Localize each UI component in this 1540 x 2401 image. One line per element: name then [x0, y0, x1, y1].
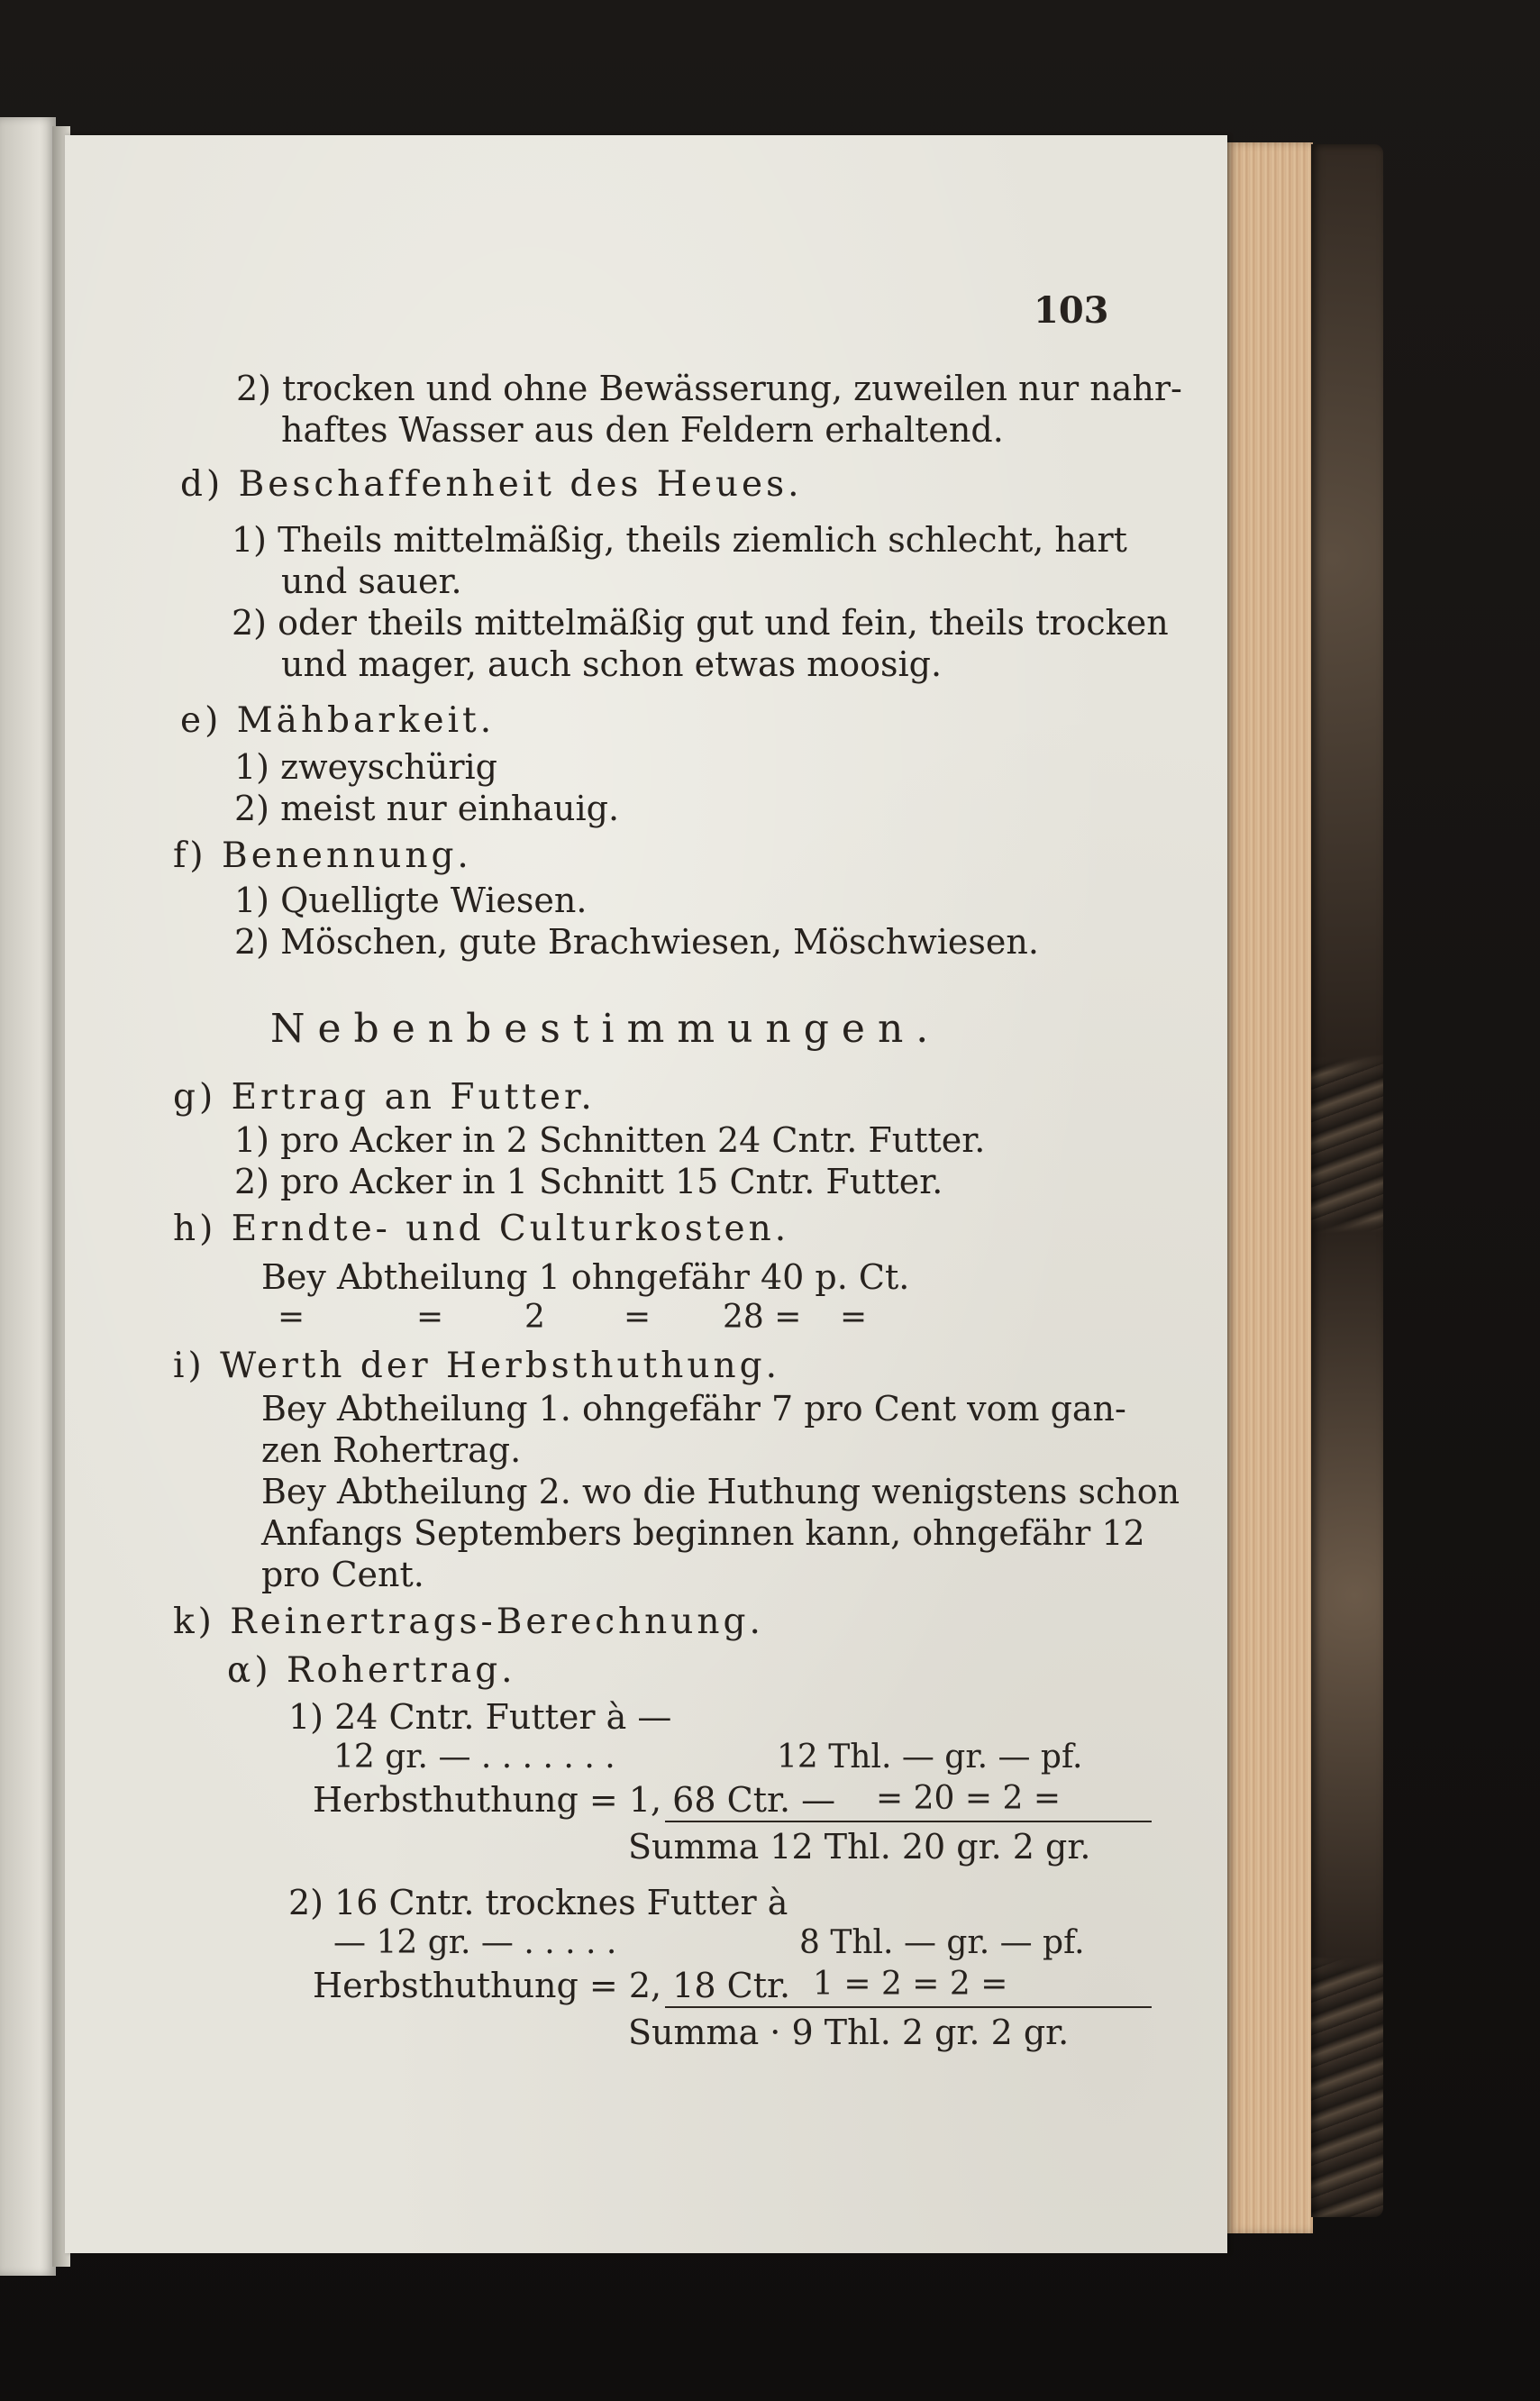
subsection-heading: α) Rohertrag. — [227, 1650, 516, 1691]
text-line: Bey Abtheilung 1. ohngefähr 7 pro Cent vom gan- — [261, 1389, 1126, 1429]
left-page-edge — [0, 117, 56, 2276]
text-line: und mager, auch schon etwas moosig. — [281, 644, 943, 684]
calc-line: Herbsthuthung = 1, 68 Ctr. — — [313, 1780, 836, 1820]
text-line: zen Rohertrag. — [261, 1430, 522, 1470]
ditto-mark: = — [416, 1299, 444, 1336]
text-line: Bey Abtheilung 2. wo die Huthung wenigstens schon — [261, 1472, 1180, 1511]
text-line: 2) pro Acker in 1 Schnitt 15 Cntr. Futter. — [234, 1162, 943, 1201]
text-line: 1) Quelligte Wiesen. — [234, 881, 588, 920]
section-heading: f) Benennung. — [173, 835, 472, 876]
sum-line: Summa 12 Thl. 20 gr. 2 gr. — [628, 1827, 1091, 1867]
text-line: 2) 16 Cntr. trocknes Futter à — [288, 1883, 788, 1922]
calc-line: — 12 gr. — . . . . . — [333, 1924, 617, 1961]
section-heading: e) Mähbarkeit. — [180, 700, 496, 741]
ditto-number: 28 = — [723, 1299, 802, 1336]
sum-rule — [665, 1821, 1152, 1822]
book-page — [65, 135, 1227, 2253]
sum-rule — [665, 2006, 1152, 2008]
calc-amount: 12 Thl. — gr. — pf. — [777, 1739, 1083, 1776]
section-heading: g) Ertrag an Futter. — [173, 1077, 596, 1118]
text-line: pro Cent. — [261, 1555, 424, 1594]
text-line: 1) 24 Cntr. Futter à — — [288, 1697, 672, 1737]
text-line: haftes Wasser aus den Feldern erhaltend. — [281, 410, 1004, 450]
calc-line: 12 gr. — . . . . . . . — [333, 1739, 615, 1776]
section-heading: i) Werth der Herbsthuthung. — [173, 1346, 780, 1386]
calc-amount: 1 = 2 = 2 = — [813, 1966, 1008, 2003]
section-heading: h) Erndte- und Culturkosten. — [173, 1209, 790, 1249]
text-line: 1) zweyschürig — [234, 747, 497, 787]
text-line: 2) Möschen, gute Brachwiesen, Möschwiesen. — [234, 922, 1039, 962]
ditto-mark: = — [840, 1299, 868, 1336]
ditto-mark: = — [624, 1299, 652, 1336]
page-number: 103 — [1034, 289, 1109, 332]
section-heading: d) Beschaffenheit des Heues. — [180, 464, 803, 505]
subsection-title: Nebenbestimmungen. — [270, 1006, 942, 1052]
page-fore-edge — [1227, 142, 1313, 2233]
text-line: 1) pro Acker in 2 Schnitten 24 Cntr. Futter. — [234, 1120, 986, 1160]
text-line: Bey Abtheilung 1 ohngefähr 40 p. Ct. — [261, 1257, 910, 1297]
text-line: und sauer. — [281, 561, 462, 601]
text-line: 1) Theils mittelmäßig, theils ziemlich schlecht, hart — [232, 520, 1127, 560]
ditto-number: 2 — [524, 1299, 545, 1336]
calc-line: Herbsthuthung = 2, 18 Ctr. — [313, 1966, 791, 2005]
marbled-cover — [1311, 144, 1383, 2217]
section-heading: k) Reinertrags-Berechnung. — [173, 1602, 764, 1642]
text-line: 2) oder theils mittelmäßig gut und fein, theils trocken — [232, 603, 1169, 643]
calc-amount: 8 Thl. — gr. — pf. — [799, 1924, 1085, 1961]
text-line: 2) meist nur einhauig. — [234, 789, 620, 828]
ditto-mark: = — [278, 1299, 305, 1336]
text-line: Anfangs Septembers beginnen kann, ohngefähr 12 — [261, 1513, 1145, 1553]
sum-line: Summa · 9 Thl. 2 gr. 2 gr. — [628, 2013, 1070, 2052]
calc-amount: = 20 = 2 = — [876, 1780, 1061, 1817]
text-line: 2) trocken und ohne Bewässerung, zuweilen nur nahr- — [236, 369, 1182, 408]
